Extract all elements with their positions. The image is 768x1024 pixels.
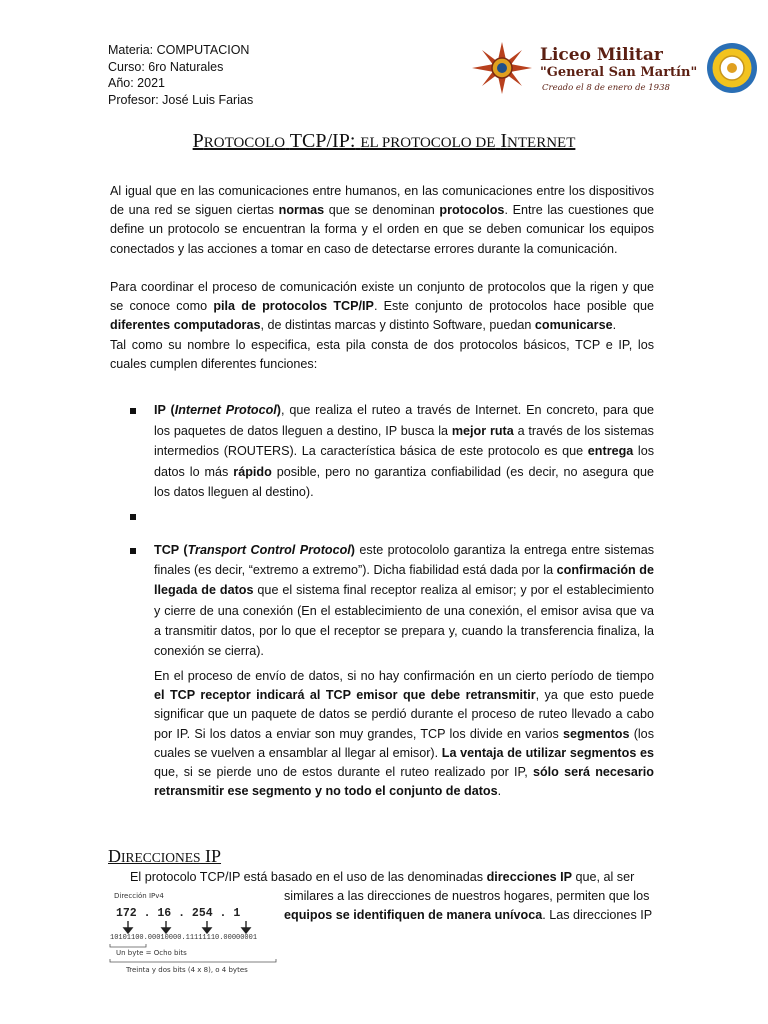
bullet-marker bbox=[130, 548, 136, 554]
teacher-line: Profesor: José Luis Farias bbox=[108, 92, 254, 107]
ip-addresses-line-1: El protocolo TCP/IP está basado en el uso de las denominadas direcciones IP que, al ser bbox=[130, 870, 635, 884]
page-title: PROTOCOLO TCP/IP: EL PROTOCOLO DE INTERNET bbox=[192, 130, 576, 152]
tcp-description: TCP (Transport Control Protocol) este protocololo garantiza la entrega entre sistemas finales (es decir, “extremo a extremo”). Dicha fiabilidad está dada por la confirmación de llegada de datos que el sistema final receptor realiza al emisor; y por el establecimiento y cierre de una conexión (En el establecimiento de una conexión, el emisor avisa que va a transmitir datos, por lo que el receptor se prepara y, cuando la transferencia finaliza, la conexión se cierra). bbox=[154, 543, 655, 659]
seal-icon bbox=[706, 42, 758, 94]
course-line: Curso: 6ro Naturales bbox=[108, 59, 224, 74]
diagram-address: 172 . 16 . 254 . 1 bbox=[116, 907, 241, 920]
arrow-down-icon bbox=[108, 920, 280, 934]
school-tagline: Creado el 8 de enero de 1938 bbox=[542, 83, 670, 93]
diagram-total-label: Treinta y dos bits (4 x 8), o 4 bytes bbox=[126, 966, 248, 974]
ip-addresses-line-2: similares a las direcciones de nuestros hogares, permiten que los bbox=[284, 889, 650, 903]
ip-addresses-line-3: equipos se identifiquen de manera unívoca. Las direcciones IP bbox=[284, 908, 653, 922]
tcp-retransmission-paragraph: En el proceso de envío de datos, si no hay confirmación en un cierto período de tiempo el TCP receptor indicará al TCP emisor que debe retransmitir, ya que esto puede significar que un paquete de datos se perdió durante el proceso de ruteo llevado a cabo por IP. Si los datos a enviar son muy grandes, TCP los divide en varios segmentos (los cuales se vuelven a ensamblar al llegar al emisor). La ventaja de utilizar segmentos es que, si se pierde uno de estos durante el ruteo realizado por IP, sólo será necesario retransmitir ese segmento y no todo el conjunto de datos. bbox=[154, 669, 654, 799]
subject-line: Materia: COMPUTACION bbox=[108, 43, 250, 57]
diagram-label: Dirección IPv4 bbox=[114, 892, 164, 900]
school-name-line2: "General San Martín" bbox=[540, 65, 698, 80]
school-name-line1: Liceo Militar bbox=[540, 45, 663, 65]
diagram-byte-label: Un byte = Ocho bits bbox=[116, 949, 187, 957]
intro-paragraph-3: Tal como su nombre lo especifica, esta pila consta de dos protocolos básicos, TCP e IP, los cuales cumplen diferentes funciones: bbox=[110, 338, 654, 372]
diagram-bits: 10101100.00010000.11111110.00000001 bbox=[110, 934, 258, 942]
intro-paragraph-1: Al igual que en las comunicaciones entre humanos, en las comunicaciones entre los dispositivos de una red se siguen ciertas normas que se denominan protocolos. Entre las cuestiones que define un protocolo se encuentran la forma y el orden en que se deben comunicar los equipos conectados y las acciones a tomar en caso de detectarse errores durante la comunicación. bbox=[110, 184, 654, 256]
bullet-marker bbox=[130, 514, 136, 520]
section-heading-ip-addresses: DIRECCIONES IP bbox=[108, 846, 222, 866]
bullet-marker bbox=[130, 408, 136, 414]
intro-paragraph-2: Para coordinar el proceso de comunicación existe un conjunto de protocolos que la rigen y que se conoce como pila de protocolos TCP/IP. Este conjunto de protocolos hace posible que diferentes computadoras, de distintas marcas y distinto Software, puedan comunicarse. bbox=[110, 280, 654, 333]
year-line: Año: 2021 bbox=[108, 76, 165, 90]
ipv4-diagram bbox=[108, 890, 280, 980]
document-header bbox=[108, 42, 253, 108]
ip-description: IP (Internet Protocol), que realiza el ruteo a través de Internet. En concreto, para que los paquetes de datos lleguen a destino, IP busca la mejor ruta a través de los sistemas intermedios (ROUTERS). La característica básica de este protocolo es que entrega los datos lo más rápido posible, pero no garantiza confiabilidad (es decir, no asegura que los datos lleguen al destino). bbox=[154, 403, 654, 499]
